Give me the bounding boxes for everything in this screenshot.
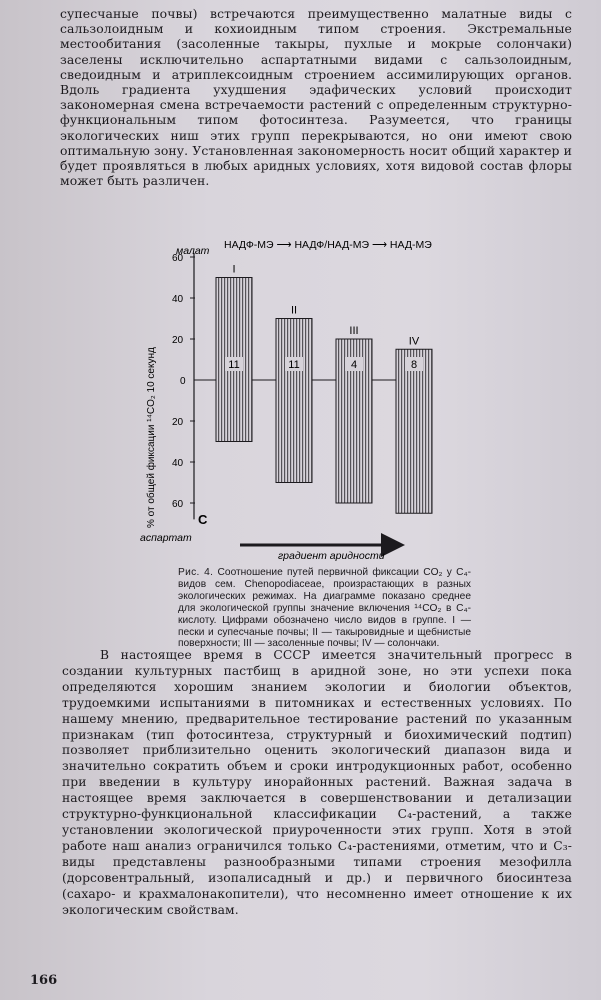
caption-label: Рис. 4.	[178, 567, 214, 578]
bar-group-II	[276, 319, 312, 483]
bar-group-IV	[396, 349, 432, 513]
c4-subtypes-label: НАДФ-МЭ ⟶ НАДФ/НАД-МЭ ⟶ НАД-МЭ	[224, 239, 432, 251]
body-paragraph: В настоящее время в СССР имеется значительный прогресс в создании культурных пастбищ в аридной зоне, но эти успехи пока определяются хорошим знанием экологии и биологии объектов, трудоемкими испытаниями в питомниках и естественных условиях. По нашему мнению, предварительное тестирование растений по указанным признакам (тип фотосинтеза, структурный и биохимический подтип) позволяет приблизительно оценить экологический диапазон вида и значительно сократить объем и сроки интродукционных работ, особенно при введении в культуру инорайонных растений. Важная задача в настоящее время заключается в совершенствовании и детализации структурно-функциональной классификации C₄-растений, а также установлении экологической приуроченности этих групп. Хотя в этой работе наш анализ ограничился только C₄-растениями, отметим, что и C₃-виды представлены разнообразными типами строения мезофилла (дорсовентральный, изопалисадный и др.) и первичного биосинтеза (сахаро- и крахмалонакопители), что несомненно имеет отношение к их экологическим свойствам.	[62, 648, 572, 917]
bar-category-label: II	[290, 304, 298, 317]
body-paragraph: супесчаные почвы) встречаются преимущественно малатные виды с сальзолоидным и кохиоидным типом строения. Экстремальные местообитания (засоленные такыры, пухлые и мокрые солончаки) заселены исключительно аспартатными видами с сальзолоидным, сведоидным и атриплексоидным строением ассимилирующих органов. Вдоль градиента ухудшения эдафических условий происходит закономерная смена встречаемости растений с определенным структурно-функциональным типом фотосинтеза. Разумеется, что границы экологических ниш этих групп перекрываются, но они имеют свою оптимальную зону. Установленная закономерность носит общий характер и будет проявляться в любых аридных условиях, хотя видовой состав флоры может быть различен.	[60, 6, 572, 189]
y-tick-label: 60	[172, 253, 184, 264]
y-axis-title: % от общей фиксации ¹⁴CO₂ 10 секунд	[146, 347, 157, 528]
corner-mark: С	[198, 512, 208, 527]
aridity-gradient-label: градиент аридности	[278, 550, 385, 562]
y-tick-label: 20	[172, 417, 184, 428]
bar-category-label: I	[232, 263, 236, 276]
photosynthesis-figure	[140, 228, 460, 563]
bar-category-label: III	[349, 325, 359, 337]
species-count-label: 4	[350, 359, 358, 371]
y-tick-label: 60	[172, 499, 184, 510]
figure-caption	[178, 567, 471, 650]
bar-category-label: IV	[408, 335, 420, 348]
species-count-label: 11	[228, 359, 240, 371]
aspartate-label: аспартат	[140, 532, 192, 544]
caption-text: Соотношение путей первичной фиксации CO₂ у C₄-видов сем. Chenopodiaceae, произрастающих в разных экологических режимах. На диаграмме показано среднее для экологической группы значение включения ¹⁴CO₂ в C₄-кислоту. Цифрами обозначено число видов в группе. I — пески и супесчаные почвы; II — такыровидные и щебнистые поверхности; III — засоленные почвы; IV — солончаки.	[178, 567, 471, 650]
species-count-label: 11	[288, 359, 300, 371]
c4-fixation-chart	[140, 228, 460, 563]
y-tick-label: 0	[180, 376, 186, 387]
y-tick-label: 40	[172, 294, 184, 305]
y-tick-label: 20	[172, 335, 184, 346]
y-tick-label: 40	[172, 458, 184, 469]
species-count-label: 8	[410, 359, 418, 371]
malate-label: малат	[176, 245, 210, 257]
page-number: 166	[30, 973, 58, 988]
